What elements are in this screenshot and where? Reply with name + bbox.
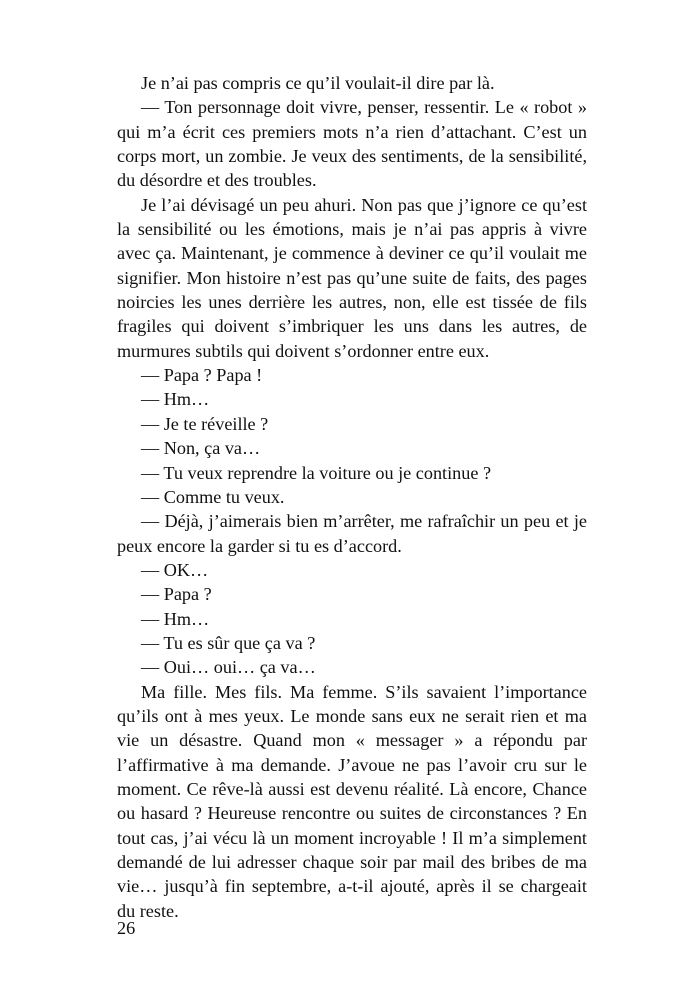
dialogue-line: — OK… xyxy=(141,559,209,580)
dialogue-line: — Tu es sûr que ça va ? xyxy=(141,632,316,653)
dialogue-line: — Papa ? xyxy=(141,584,212,605)
paragraph: Je l’ai dévisagé un peu ahuri. Non pas que j’ignore ce qu’est la sensibilité ou les émotions, mais je n’ai pas appris à vivre avec ça. Maintenant, je commence à deviner ce qu’il voulait me signifier. Mon histoire n’est pas qu’une suite de faits, des pages noircies les unes derrière les autres, non, elle est tissée de fils fragiles qui doivent s’imbriquer les uns dans les autres, de murmures subtils qui doivent s’ordonner entre eux. xyxy=(117,194,587,361)
dialogue-line: — Je te réveille ? xyxy=(141,413,269,434)
dialogue-line: — Comme tu veux. xyxy=(141,486,285,507)
dialogue-line: — Ton personnage doit vivre, penser, ressentir. Le « robot » qui m’a écrit ces premiers mots n’a rien d’attachant. C’est un corps mort, un zombie. Je veux des sentiments, de la sensibilité, du désordre et des troubles. xyxy=(117,97,587,191)
body-text xyxy=(117,71,587,923)
dialogue-line: — Oui… oui… ça va… xyxy=(141,657,316,678)
paragraph: Ma fille. Mes fils. Ma femme. S’ils savaient l’importance qu’ils ont à mes yeux. Le monde sans eux ne serait rien et ma vie un désastre. Quand mon « messager » a répondu par l’affirmative à ma demande. J’avoue ne pas l’avoir cru sur le moment. Ce rêve-là aussi est devenu réalité. Là encore, Chance ou hasard ? Heureuse rencontre ou suites de circonstances ? En tout cas, j’ai vécu là un moment incroyable ! Il m’a simplement demandé de lui adresser chaque soir par mail des bribes de ma vie… jusqu’à fin septembre, a-t-il ajouté, après il se chargeait du reste. xyxy=(117,681,587,921)
dialogue-line: — Non, ça va… xyxy=(141,438,261,459)
dialogue-line: — Hm… xyxy=(141,389,210,410)
dialogue-line: — Hm… xyxy=(141,608,210,629)
dialogue-line: — Papa ? Papa ! xyxy=(141,365,263,386)
dialogue-line: — Tu veux reprendre la voiture ou je continue ? xyxy=(141,462,492,483)
paragraph: Je n’ai pas compris ce qu’il voulait-il dire par là. xyxy=(141,73,495,93)
page-number: 26 xyxy=(117,918,136,938)
dialogue-line: — Déjà, j’aimerais bien m’arrêter, me rafraîchir un peu et je peux encore la garder si tu es d’accord. xyxy=(117,511,587,556)
